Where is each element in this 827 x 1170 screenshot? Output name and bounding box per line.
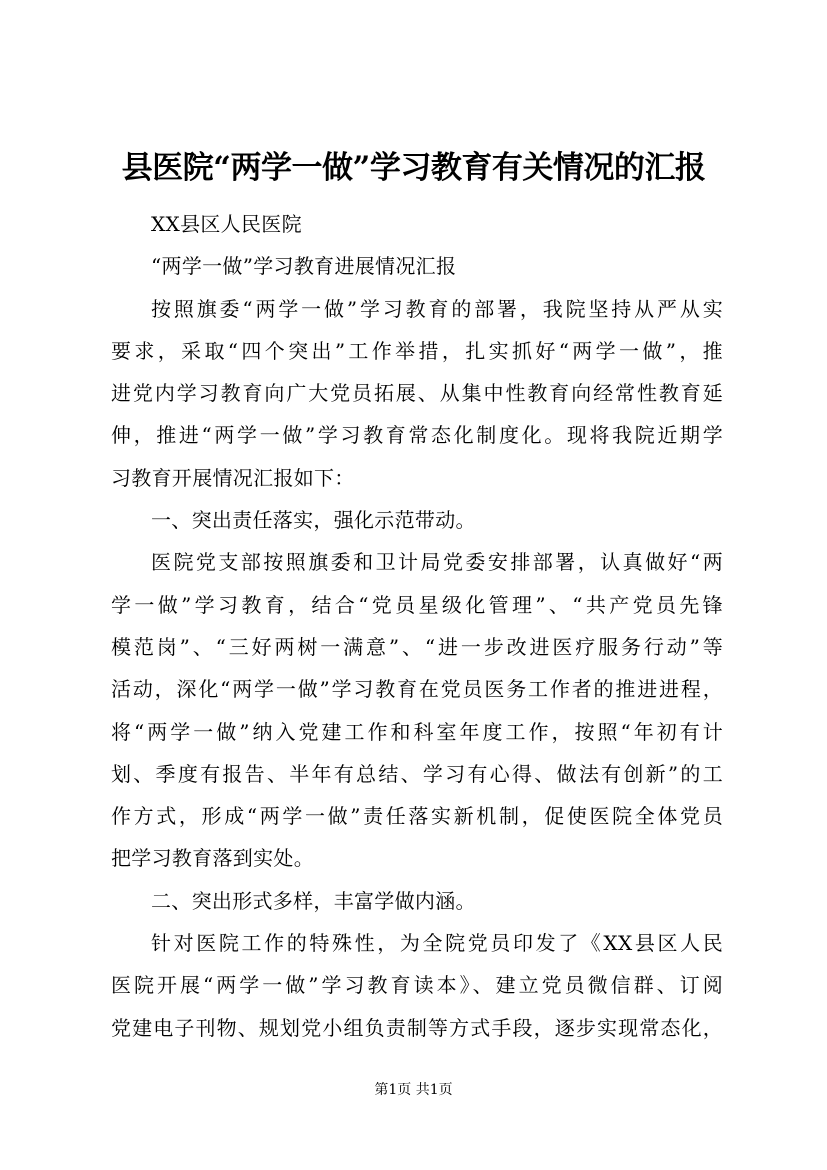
document-body (111, 203, 723, 1049)
body-line: 党建电子刊物、规划党小组负责制等方式手段，逐步实现常态化， (111, 1015, 723, 1040)
body-line: 医院党支部按照旗委和卫计局党委安排部署，认真做好“两 (151, 550, 723, 575)
body-line: 习教育开展情况汇报如下： (111, 465, 355, 490)
body-line: 作方式，形成“两学一做”责任落实新机制，促使医院全体党员 (111, 804, 723, 829)
body-line: 伸，推进“两学一做”学习教育常态化制度化。现将我院近期学 (111, 423, 723, 448)
body-line: 进党内学习教育向广大党员拓展、从集中性教育向经常性教育延 (111, 381, 723, 406)
body-line: 针对医院工作的特殊性，为全院党员印发了《XX县区人民 (151, 931, 723, 956)
subtitle-line: “两学一做”学习教育进展情况汇报 (151, 254, 457, 279)
body-line: 模范岗”、“三好两树一满意”、“进一步改进医疗服务行动”等 (111, 634, 723, 659)
body-line: 学一做”学习教育，结合“党员星级化管理”、“共产党员先锋 (111, 592, 723, 617)
body-line: 按照旗委“两学一做”学习教育的部署，我院坚持从严从实 (151, 296, 723, 321)
body-line: 医院开展“两学一做”学习教育读本》、建立党员微信群、订阅 (111, 973, 723, 998)
body-line: 划、季度有报告、半年有总结、学习有心得、做法有创新”的工 (111, 761, 723, 786)
org-name-line: XX县区人民医院 (151, 212, 302, 236)
body-line: 把学习教育落到实处。 (111, 846, 314, 871)
document-title: 县医院“两学一做”学习教育有关情况的汇报 (121, 150, 706, 186)
section-heading-2: 二、突出形式多样，丰富学做内涵。 (151, 888, 476, 913)
body-line: 将“两学一做”纳入党建工作和科室年度工作，按照“年初有计 (111, 719, 723, 744)
body-line: 要求，采取“四个突出”工作举措，扎实抓好“两学一做”，推 (111, 338, 723, 363)
body-line: 活动，深化“两学一做”学习教育在党员医务工作者的推进进程， (111, 677, 723, 702)
page-footer: 第1页 共1页 (374, 1082, 453, 1098)
section-heading-1: 一、突出责任落实，强化示范带动。 (151, 508, 476, 533)
